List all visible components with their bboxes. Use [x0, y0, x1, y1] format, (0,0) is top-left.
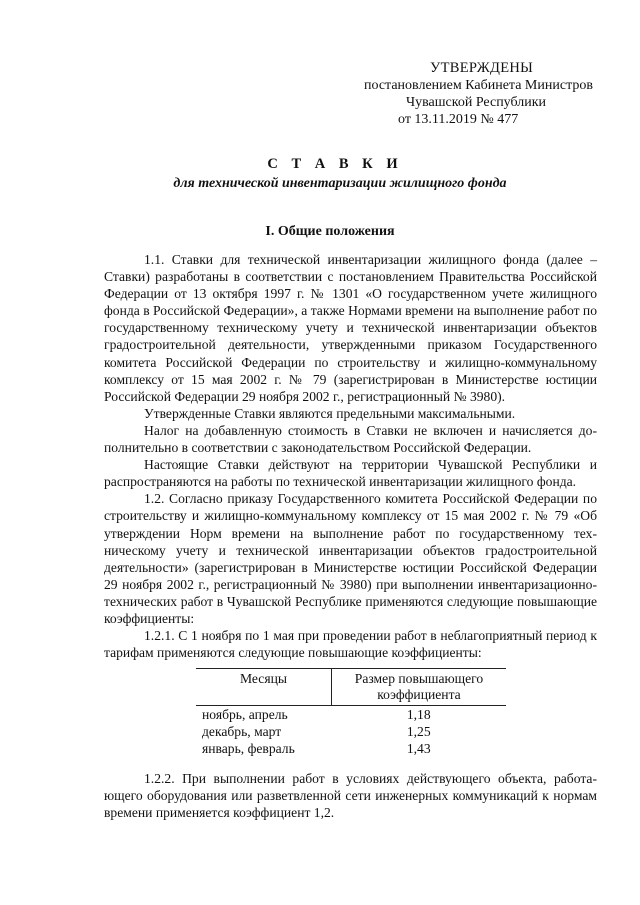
- table-header-months: Месяцы: [196, 669, 332, 706]
- paragraph: 1.2.2. При выполнении работ в условиях действующего объекта, работающего оборудования или разветвленной сети инженерных коммуникаций к нормам времени применяется коэффициент 1,2.: [104, 771, 597, 821]
- table-header-coefficient: Размер повышающего коэффициента: [332, 669, 507, 706]
- table-cell-coefficient: 1,25: [406, 724, 431, 739]
- paragraph: Настоящие Ставки действуют на территории Чувашской Республики и распространяются на работы по технической инвентаризации жилищного фонда.: [104, 457, 597, 490]
- table-row: [196, 723, 506, 740]
- paragraph: Утвержденные Ставки являются предельными максимальными.: [144, 405, 516, 421]
- paragraph: 1.2. Согласно приказу Государственного комитета Российской Федерации по строительству и жилищно-коммунальному комплексу от 15 мая 2002 г. № 79 «Об утверждении Норм времени на выполнение работ по государственному техническому учету и технической инвентаризации объектов градостроительной деятельности» (зарегистрирован в Министерстве юстиции Российской Федерации 29 ноября 2002 г., регистрационный № 3980) при выполнении инвентаризационно-технических работ в Чувашской Республике применяются следующие повышающие коэффициенты:: [104, 491, 597, 626]
- table-header-row: [196, 669, 506, 706]
- paragraph: 1.2.1. С 1 ноября по 1 мая при проведении работ в неблагоприятный период к тарифам применяются следующие повышающие коэффициенты:: [104, 628, 597, 661]
- approval-line-2: Чувашской Республики: [406, 95, 547, 110]
- tail-text: [104, 770, 597, 821]
- table-row: [196, 706, 506, 724]
- document-title: С Т А В К И: [267, 156, 403, 172]
- table-cell-coefficient: 1,18: [406, 707, 431, 722]
- approval-title: УТВЕРЖДЕНЫ: [430, 60, 534, 76]
- section-title: I. Общие положения: [265, 224, 395, 239]
- coefficient-table: [196, 668, 506, 757]
- paragraph: 1.1. Ставки для технической инвентаризации жилищного фонда (далее – Ставки) разработаны в соответствии с постановлением Правительства Российской Федерации от 13 октября 1997 г. № 1301 «О государственном учете жилищного фонда в Российской Федерации», а также Нормами времени на выполнение работ по государственному техническому учету и технической инвентаризации объектов градостроительной деятельности, утвержденными приказом Государственного комитета Российской Федерации по строительству и жилищно-коммунальному комплексу от 15 мая 2002 г. № 79 (зарегистрирован в Министерстве юстиции Российской Федерации 29 ноября 2002 г., регистрационный № 3980).: [104, 252, 597, 404]
- table-cell-month: декабрь, март: [202, 724, 282, 739]
- document-subtitle: для технической инвентаризации жилищного фонда: [173, 176, 507, 191]
- body-text: [104, 251, 597, 661]
- table-row: [196, 740, 506, 757]
- table-cell-coefficient: 1,43: [406, 741, 431, 756]
- paragraph: Налог на добавленную стоимость в Ставки не включен и начисляется дополнительно в соответствии с законодательством Российской Федерации.: [104, 422, 597, 456]
- table-cell-month: ноябрь, апрель: [202, 707, 288, 722]
- approval-line-3: от 13.11.2019 № 477: [398, 112, 519, 127]
- approval-line-1: постановлением Кабинета Министров: [364, 78, 593, 93]
- table-cell-month: январь, февраль: [202, 741, 295, 756]
- approval-stamp: [348, 60, 598, 128]
